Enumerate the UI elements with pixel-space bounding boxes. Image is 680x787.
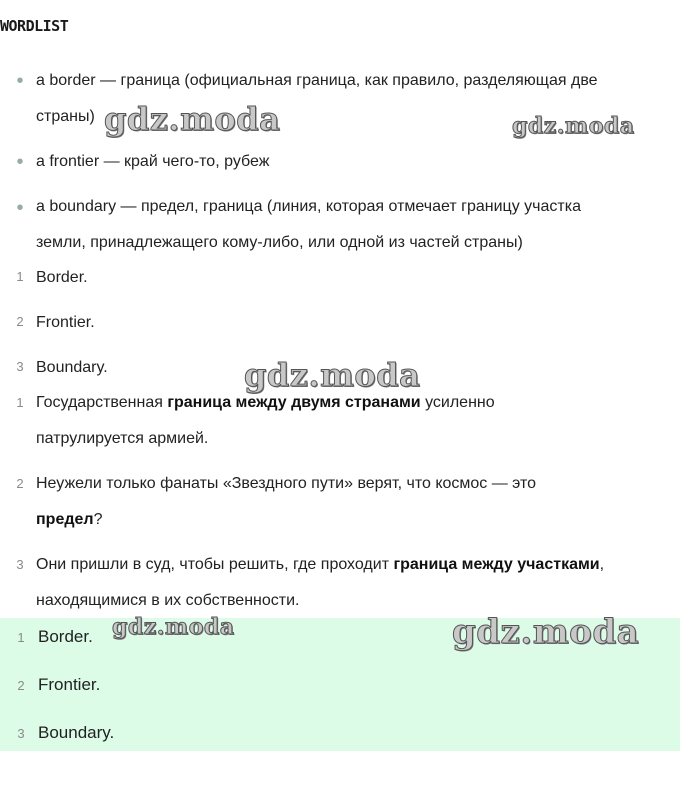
watermark-logo: gdz.moda [512, 113, 635, 139]
watermark-logo: gdz.moda [112, 614, 235, 640]
exercise2-sentence-line1: Они пришли в суд, чтобы решить, где проходит граница между участками, [36, 556, 605, 573]
item-number: 3 [17, 726, 25, 741]
item-number: 2 [16, 476, 24, 491]
wordlist-item-border-line2: страны) [36, 108, 95, 125]
watermark-logo: gdz.moda [452, 612, 640, 652]
bullet-marker: • [16, 70, 24, 92]
exercise2-sentence-line2: патрулируется армией. [36, 430, 209, 447]
exercise1-answer: Frontier. [36, 314, 95, 331]
watermark-logo: gdz.moda [104, 100, 281, 138]
item-number: 2 [16, 314, 24, 329]
watermark-logo: gdz.moda [244, 356, 421, 394]
wordlist-item-boundary-line2: земли, принадлежащего кому-либо, или одной из частей страны) [36, 234, 523, 251]
exercise1-answer: Boundary. [36, 359, 108, 376]
answer-text: Boundary. [38, 723, 115, 742]
answer-text: Frontier. [38, 675, 101, 694]
item-number: 1 [16, 269, 24, 284]
bullet-marker: • [16, 197, 24, 219]
wordlist-item-boundary-line1: a boundary — предел, граница (линия, которая отмечает границу участка [36, 198, 581, 215]
wordlist-item-frontier: a frontier — край чего-то, рубеж [36, 153, 270, 170]
exercise1-answer: Border. [36, 269, 88, 286]
wordlist-item-border-line1: a border — граница (официальная граница, как правило, разделяющая две [36, 72, 598, 89]
answer-text: Border. [38, 627, 93, 646]
exercise2-sentence-line2: предел? [36, 511, 103, 528]
item-number: 1 [17, 630, 25, 645]
page-title: WORDLIST [0, 17, 69, 35]
exercise2-sentence-line1: Государственная граница между двумя странами усиленно [36, 394, 495, 411]
item-number: 1 [16, 395, 24, 410]
exercise2-sentence-line2: находящимися в их собственности. [36, 592, 300, 609]
bullet-marker: • [16, 151, 24, 173]
exercise2-sentence-line1: Неужели только фанаты «Звездного пути» верят, что космос — это [36, 475, 537, 492]
item-number: 3 [16, 359, 24, 374]
item-number: 3 [16, 557, 24, 572]
item-number: 2 [17, 678, 25, 693]
